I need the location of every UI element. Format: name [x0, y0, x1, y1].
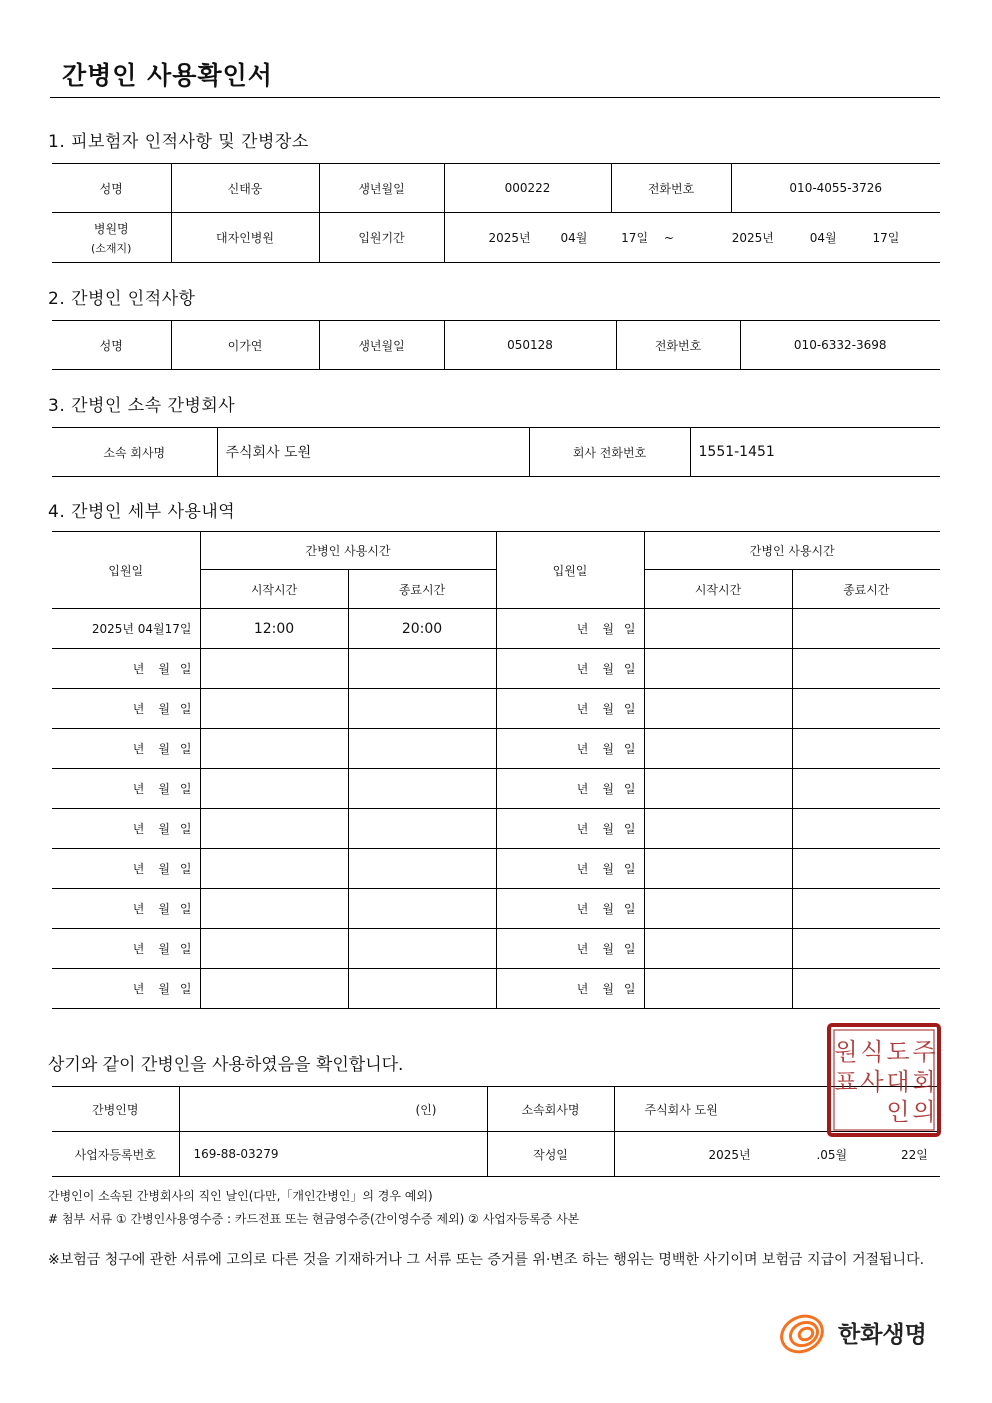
section-4-heading: 4. 간병인 세부 사용내역 — [48, 502, 236, 522]
month-mark: 월 — [158, 702, 170, 716]
usage-end-cell — [348, 969, 496, 1009]
usage-end-cell — [348, 889, 496, 929]
company-seal-stamp — [826, 1022, 942, 1138]
usage-start-cell — [644, 809, 792, 849]
table-row — [52, 929, 940, 969]
month-mark: 월 — [602, 822, 614, 836]
company-phone-value: 1551-1451 — [690, 428, 940, 477]
hospital-label — [52, 213, 171, 263]
hospital-label-main: 병원명 — [93, 221, 129, 236]
year-mark: 년 — [132, 782, 145, 796]
table-row — [52, 689, 940, 729]
seal-glyph: 표 — [834, 1068, 858, 1096]
month-mark: 월 — [602, 702, 614, 716]
seal-mark: (인) — [415, 1102, 437, 1117]
month-mark: 월 — [602, 862, 614, 876]
usage-end-cell — [348, 689, 496, 729]
insured-name-label: 성명 — [52, 164, 171, 213]
confirm-statement: 상기와 같이 간병인을 사용하였음을 확인합니다. — [48, 1055, 404, 1075]
usage-start-cell — [200, 809, 348, 849]
day-mark: 일 — [623, 702, 636, 716]
period-end-day: 17일 — [872, 231, 900, 245]
day-mark: 일 — [179, 982, 192, 996]
written-date-label: 작성일 — [487, 1132, 614, 1177]
usage-end-cell — [348, 729, 496, 769]
admission-period-label: 입원기간 — [319, 213, 444, 263]
day-mark: 일 — [623, 622, 636, 636]
insured-birth-value: 000222 — [444, 164, 611, 213]
usage-date-cell — [496, 809, 644, 849]
usage-start-cell — [200, 849, 348, 889]
usage-start-cell: 12:00 — [200, 609, 348, 649]
table-row — [52, 769, 940, 809]
bizno-value: 169-88-03279 — [179, 1132, 487, 1177]
seal-glyph: 주 — [912, 1038, 936, 1066]
year-mark: 년 — [576, 942, 589, 956]
usage-end-cell — [792, 849, 940, 889]
seal-glyph: 인 — [886, 1098, 910, 1126]
seal-glyph: 회 — [912, 1068, 936, 1096]
usage-date-cell — [496, 609, 644, 649]
usage-date-cell — [52, 729, 200, 769]
seal-glyph: 도 — [886, 1038, 910, 1066]
usage-col-time-right: 간병인 사용시간 — [644, 532, 940, 570]
period-end-month: 04월 — [809, 231, 837, 245]
table-row — [52, 649, 940, 689]
insured-phone-value: 010-4055-3726 — [731, 164, 940, 213]
usage-date-cell — [496, 689, 644, 729]
day-mark: 일 — [623, 862, 636, 876]
usage-start-cell — [644, 849, 792, 889]
seal-glyph: 사 — [860, 1068, 884, 1096]
period-end-year: 2025년 — [731, 231, 774, 245]
usage-date-cell — [52, 969, 200, 1009]
written-month: .05월 — [816, 1147, 848, 1162]
usage-col-end-left: 종료시간 — [348, 570, 496, 609]
table-row — [52, 809, 940, 849]
usage-end-cell — [792, 889, 940, 929]
month-mark: 월 — [158, 742, 170, 756]
usage-end-cell — [348, 849, 496, 889]
month-mark: 월 — [602, 942, 614, 956]
usage-date-cell — [496, 769, 644, 809]
usage-start-cell — [644, 689, 792, 729]
caregiver-birth-value: 050128 — [444, 321, 616, 370]
month-mark: 월 — [602, 662, 614, 676]
caregiver-signature-field — [179, 1087, 487, 1132]
page-title: 간병인 사용확인서 — [62, 61, 273, 90]
month-mark: 월 — [602, 982, 614, 996]
usage-end-cell — [348, 929, 496, 969]
usage-start-cell — [200, 649, 348, 689]
hospital-value: 대자인병원 — [171, 213, 319, 263]
hospital-label-sub: (소재지) — [91, 241, 132, 255]
usage-start-cell — [644, 609, 792, 649]
usage-start-cell — [644, 649, 792, 689]
year-mark: 년 — [576, 822, 589, 836]
day-mark: 일 — [179, 822, 192, 836]
day-mark: 일 — [179, 662, 192, 676]
month-mark: 월 — [158, 942, 170, 956]
usage-end-cell — [792, 769, 940, 809]
usage-date-cell — [52, 849, 200, 889]
table-row — [52, 849, 940, 889]
usage-start-cell — [644, 769, 792, 809]
year-mark: 년 — [132, 702, 145, 716]
month-mark: 월 — [602, 902, 614, 916]
bizno-label: 사업자등록번호 — [52, 1132, 179, 1177]
hanwha-life-logo — [778, 1310, 938, 1358]
caregiver-info-table — [52, 320, 940, 370]
usage-col-start-left: 시작시간 — [200, 570, 348, 609]
usage-start-cell — [200, 769, 348, 809]
usage-end-cell: 20:00 — [348, 609, 496, 649]
company-name-value: 주식회사 도원 — [217, 428, 529, 477]
usage-date-cell — [52, 649, 200, 689]
period-tilde: ~ — [663, 231, 674, 245]
day-mark: 일 — [623, 742, 636, 756]
usage-date-cell — [52, 809, 200, 849]
seal-glyph: 식 — [860, 1038, 884, 1066]
usage-end-cell — [792, 929, 940, 969]
section-1-heading: 1. 피보험자 인적사항 및 간병장소 — [48, 132, 309, 152]
usage-col-end-right: 종료시간 — [792, 570, 940, 609]
usage-start-cell — [644, 729, 792, 769]
title-divider — [50, 97, 940, 98]
month-mark: 월 — [158, 662, 170, 676]
section-2-heading: 2. 간병인 인적사항 — [48, 289, 196, 309]
insured-phone-label: 전화번호 — [611, 164, 731, 213]
month-mark: 월 — [158, 782, 170, 796]
table-row — [52, 609, 940, 649]
usage-start-cell — [200, 969, 348, 1009]
confirm-company-value: 주식회사 도원 — [614, 1087, 940, 1132]
confirm-company-label: 소속회사명 — [487, 1087, 614, 1132]
hanwha-logo-icon — [778, 1310, 828, 1358]
usage-start-cell — [200, 889, 348, 929]
usage-col-start-right: 시작시간 — [644, 570, 792, 609]
year-mark: 년 — [576, 622, 589, 636]
usage-col-date-left: 입원일 — [52, 532, 200, 609]
usage-date-cell: 2025년 04월17일 — [52, 609, 200, 649]
period-start-day: 17일 — [621, 231, 649, 245]
year-mark: 년 — [576, 662, 589, 676]
usage-end-cell — [792, 969, 940, 1009]
insured-birth-label: 생년월일 — [319, 164, 444, 213]
year-mark: 년 — [576, 982, 589, 996]
year-mark: 년 — [132, 742, 145, 756]
year-mark: 년 — [576, 702, 589, 716]
insured-name-value: 신태웅 — [171, 164, 319, 213]
month-mark: 월 — [602, 782, 614, 796]
usage-end-cell — [792, 689, 940, 729]
month-mark: 월 — [158, 862, 170, 876]
seal-glyph: 의 — [912, 1098, 936, 1126]
company-name-label: 소속 회사명 — [52, 428, 217, 477]
section-3-heading: 3. 간병인 소속 간병회사 — [48, 396, 236, 416]
usage-col-time-left: 간병인 사용시간 — [200, 532, 496, 570]
month-mark: 월 — [602, 622, 614, 636]
caregiver-phone-label: 전화번호 — [616, 321, 740, 370]
logo-text: 한화생명 — [838, 1322, 927, 1348]
year-mark: 년 — [132, 862, 145, 876]
day-mark: 일 — [623, 782, 636, 796]
month-mark: 월 — [158, 902, 170, 916]
day-mark: 일 — [623, 662, 636, 676]
usage-start-cell — [200, 729, 348, 769]
usage-date-cell — [496, 849, 644, 889]
note-attachments: # 첨부 서류 ① 간병인사용영수증 : 카드전표 또는 현금영수증(간이영수증 제외) ② 사업자등록증 사본 — [48, 1212, 580, 1226]
caregiver-name-label: 성명 — [52, 321, 171, 370]
seal-glyph: 대 — [886, 1068, 910, 1096]
year-mark: 년 — [132, 822, 145, 836]
day-mark: 일 — [179, 702, 192, 716]
usage-col-date-right: 입원일 — [496, 532, 644, 609]
caregiver-signature-label: 간병인명 — [52, 1087, 179, 1132]
usage-date-cell — [52, 929, 200, 969]
usage-start-cell — [200, 929, 348, 969]
usage-end-cell — [792, 609, 940, 649]
usage-end-cell — [348, 809, 496, 849]
day-mark: 일 — [623, 822, 636, 836]
day-mark: 일 — [179, 742, 192, 756]
month-mark: 월 — [158, 822, 170, 836]
written-year: 2025년 — [708, 1147, 751, 1162]
year-mark: 년 — [132, 902, 145, 916]
year-mark: 년 — [132, 982, 145, 996]
table-row — [52, 889, 940, 929]
insured-info-table — [52, 163, 940, 263]
usage-date-cell — [52, 689, 200, 729]
usage-date-cell — [496, 929, 644, 969]
usage-end-cell — [348, 649, 496, 689]
usage-detail-table — [52, 531, 940, 1009]
usage-start-cell — [200, 689, 348, 729]
year-mark: 년 — [132, 662, 145, 676]
seal-glyph: 원 — [834, 1038, 858, 1066]
day-mark: 일 — [179, 862, 192, 876]
confirm-table — [52, 1086, 940, 1177]
period-start-year: 2025년 — [488, 231, 531, 245]
usage-date-cell — [496, 889, 644, 929]
written-date-value — [614, 1132, 940, 1177]
admission-period-value — [444, 213, 940, 263]
day-mark: 일 — [623, 982, 636, 996]
usage-date-cell — [52, 769, 200, 809]
day-mark: 일 — [179, 782, 192, 796]
usage-end-cell — [792, 729, 940, 769]
note-seal-requirement: 간병인이 소속된 간병회사의 직인 날인(다만,「개인간병인」의 경우 예외) — [48, 1189, 433, 1203]
usage-end-cell — [348, 769, 496, 809]
day-mark: 일 — [179, 902, 192, 916]
day-mark: 일 — [623, 902, 636, 916]
usage-date-cell — [496, 969, 644, 1009]
year-mark: 년 — [132, 942, 145, 956]
month-mark: 월 — [602, 742, 614, 756]
month-mark: 월 — [158, 982, 170, 996]
caregiver-name-value: 이가연 — [171, 321, 319, 370]
usage-start-cell — [644, 929, 792, 969]
fraud-warning: ※보험금 청구에 관한 서류에 고의로 다른 것을 기재하거나 그 서류 또는 증거를 위·변조 하는 행위는 명백한 사기이며 보험금 지급이 거절됩니다. — [48, 1252, 925, 1268]
usage-date-cell — [52, 889, 200, 929]
year-mark: 년 — [576, 742, 589, 756]
year-mark: 년 — [576, 782, 589, 796]
period-start-month: 04월 — [560, 231, 588, 245]
caregiver-phone-value: 010-6332-3698 — [740, 321, 940, 370]
usage-end-cell — [792, 809, 940, 849]
usage-date-cell — [496, 729, 644, 769]
written-day: 22일 — [900, 1147, 928, 1162]
year-mark: 년 — [576, 862, 589, 876]
usage-start-cell — [644, 889, 792, 929]
table-row — [52, 969, 940, 1009]
company-info-table — [52, 427, 940, 477]
usage-start-cell — [644, 969, 792, 1009]
company-phone-label: 회사 전화번호 — [529, 428, 690, 477]
table-row — [52, 729, 940, 769]
day-mark: 일 — [179, 942, 192, 956]
year-mark: 년 — [576, 902, 589, 916]
caregiver-birth-label: 생년월일 — [319, 321, 444, 370]
usage-end-cell — [792, 649, 940, 689]
day-mark: 일 — [623, 942, 636, 956]
usage-date-cell — [496, 649, 644, 689]
